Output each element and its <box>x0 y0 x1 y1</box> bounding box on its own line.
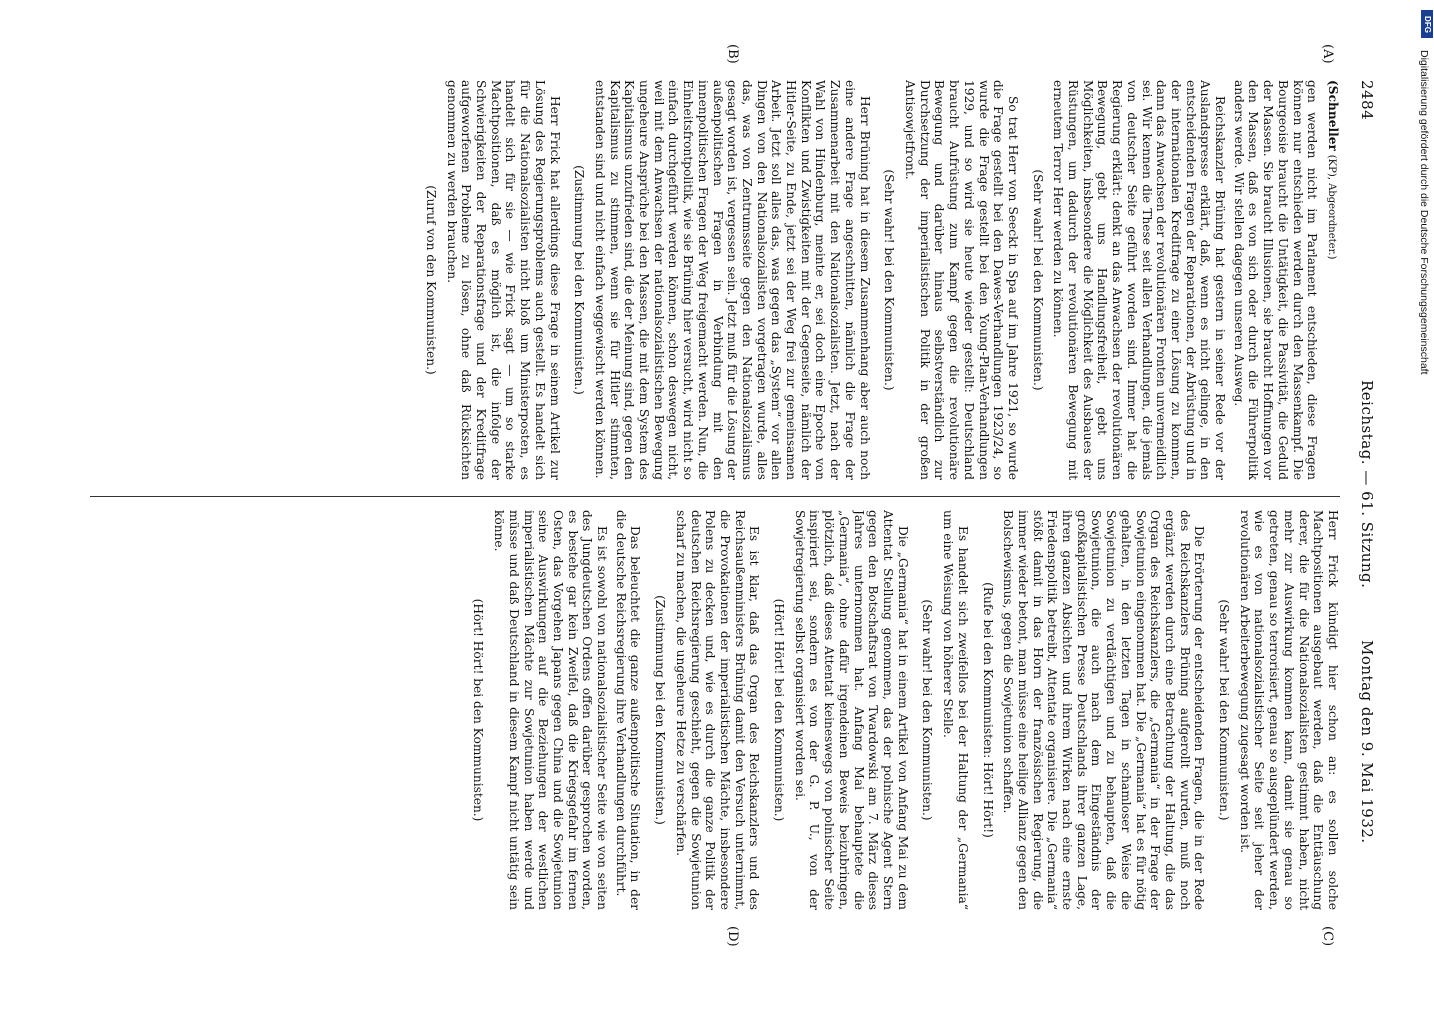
column-divider <box>90 496 1340 497</box>
interjection: (Rufe bei den Kommunisten: Hört! Hört!) <box>980 582 995 838</box>
page-number: 2484 <box>1358 80 1376 121</box>
paragraph: Herr Brüning hat in diesem Zusammenhang aber auch noch eine andere Frage angeschnitten, nämlich die Frage der Zusammenarbeit mit den Nationalsozialisten. Jetzt, nach der Wahl von Hindenburg, meinte er, sei doch eine Epoche von Konflikten und Zwistigkeiten mit der Gegenseite, nämlich der Hitler-Seite, zu Ende, jetzt sei der Weg frei zur gemeinsamen Arbeit. Jetzt soll alles das, was gegen das „System“ vor allen Dingen von den Nationalsozialisten vorgetragen wurde, alles das, was von Zentrumsseite gegen den Nationalsozialismus gesagt worden ist, vergessen sein. Jetzt muß für die Lösung der außenpolitischen Fragen in Verbindung mit den innenpolitischen Fragen der Weg freigemacht werden. Nun, die Einheitsfrontpolitik, wie sie Brüning hier versucht, wird nicht so einfach durchgeführt werden können, schon deswegen nicht, weil mit dem Anwachsen der nationalsozialistischen Bewegung ungeheure Ansprüche bei den Massen, die mit dem System des Kapitalismus unzufrieden sind, die der Meinung sind, gegen den Kapitalismus zu stimmen, wenn sie für Hitler stimmten, entstanden sind und nicht einfach weggewischt werden können. <box>592 80 872 480</box>
paragraph: Herr Frick hat allerdings diese Frage in seinem Artikel zur Lösung des Regierungsproblems auch gestellt. Es handelt sich für die Nationalsozialisten nicht bloß um Ministerposten, es handelt sich für sie — wie Frick sagt — um so starke Machtpositionen, daß es möglich ist, die infolge der Schwierigkeiten der Reparationsfrage und der Kreditfrage aufgeworfenen Probleme zu lösen, ohne daß Rücksichten genommen zu werden brauchen. <box>444 80 562 480</box>
session-title: Reichstag. — 61. Sitzung. <box>1358 380 1376 589</box>
page-header <box>1350 80 1380 920</box>
session-date: Montag den 9. Mai 1932. <box>1358 640 1376 844</box>
paragraph: Herr Frick kündigt hier schon an: es sollen solche Machtpositionen ausgebaut werden, daß die Enttäuschung derer, die für die Nationalsozialisten gestimmt haben, nicht mehr zur Auswirkung kommen kann, damit sie genau so getreten, genau so terrorisiert, genau so ausgeplündert werden, wie es von nationalsozialistischer Seite seit jeher der revolutionären Arbeiterbewegung zugesagt worden ist. <box>1237 510 1340 910</box>
right-column <box>90 510 1340 910</box>
interjection: (Sehr wahr! bei den Kommunisten.) <box>1217 599 1232 821</box>
interjection: (Zuruf von den Kommunisten.) <box>423 185 438 375</box>
speaker-name: (Schneller <box>1326 80 1340 151</box>
interjection: (Zustimmung bei den Kommunisten.) <box>653 595 668 825</box>
paragraph: So trat Herr von Seeckt in Spa auf im Jahre 1921, so wurde die Frage gestellt bei den Dawes-Verhandlungen 1923/24, so wurde die Frage gestellt bei den Young-Plan-Verhandlungen 1929, und so wird sie heute wieder gestellt: Deutschland braucht Aufrüstung zum Kampf gegen die revolutionäre Bewegung und darüber hinaus selbstverständlich zur Durchsetzung der imperialistischen Politik in der großen Antisowjetfront. <box>903 80 1020 480</box>
interjection: (Hört! Hört! bei den Kommunisten.) <box>772 598 787 822</box>
interjection: (Sehr wahr! bei den Kommunisten.) <box>920 599 935 821</box>
speaker-party: (KP), Abgeordneter.) <box>1326 154 1337 260</box>
rotated-page <box>40 44 1380 947</box>
margin-mark-c: (C) <box>1320 926 1335 947</box>
paragraph: Das beleuchtet die ganze außenpolitische Situation, in der die deutsche Reichsregierung ihre Verhandlungen durchführt. <box>613 510 643 910</box>
interjection: (Sehr wahr! bei den Kommunisten.) <box>882 169 897 391</box>
interjection: (Zustimmung bei den Kommunisten.) <box>572 165 587 395</box>
paragraph: Es ist sowohl von nationalsozialistischer Seite wie von seiten des Jungdeutschen Ordens offen darüber gesprochen worden, es bestehe gar kein Zweifel, daß die Kriegsgefahr im fernen Osten, das Vorgehen Japans gegen China und die Sowjetunion seine Auswirkungen auf die Beziehungen der westlichen imperialistischen Mächte zur Sowjetunion haben werde und müsse und daß Deutschland in diesem Kampf nicht untätig sein könne. <box>492 510 610 910</box>
paragraph: Reichskanzler Brüning hat gestern in seiner Rede vor der Auslandspresse erklärt, daß, wenn es nicht gelinge, in den entscheidenden Fragen der Reparationen, der Abrüstung und in der internationalen Kreditfrage zu einer Lösung zu kommen, dann das Anwachsen der revolutionären Fronten unvermeidlich sei. Wir kennen die These seit allen Verhandlungen, die jemals von deutscher Seite geführt worden sind. Immer hat die Regierung erklärt: denkt an das Anwachsen der revolutionären Bewegung, gebt uns Handlungsfreiheit, gebt uns Möglichkeiten, insbesondere die Möglichkeit des Ausbaues der Rüstungen, um dadurch der revolutionären Bewegung mit erneutem Terror Herr werden zu können. <box>1051 80 1228 480</box>
interjection: (Sehr wahr! bei den Kommunisten.) <box>1030 169 1045 391</box>
margin-mark-a: (A) <box>1320 44 1335 64</box>
speaker-line <box>1323 80 1340 480</box>
credit-text: Digitalisierung gefördert durch die Deutsche Forschungsgemeinschaft <box>1418 50 1430 375</box>
paragraph: gen werden nicht im Parlament entschieden, diese Fragen können nur entschieden werden durch den Massenkampf. Die Bourgeoisie braucht die Untätigkeit, die Passivität, die Geduld der Massen. Sie braucht Illusionen, sie braucht Hoffnungen vor den Massen, daß es von sich oder durch die Führerpolitik anders werde. Wir stellen dagegen unseren Ausweg. <box>1231 80 1320 480</box>
interjection: (Hört! Hört! bei den Kommunisten.) <box>471 598 486 822</box>
margin-mark-d: (D) <box>725 926 740 947</box>
paragraph: Die „Germania“ hat in einem Artikel von Anfang Mai zu dem Attentat Stellung genommen, das der polnische Agent Stern gegen den Botschaftsrat von Twardowski am 7. März dieses Jahres unternommen hat. Anfang Mai behauptete die „Germania“, ohne dafür irgendeinen Beweis beizubringen, plötzlich, daß dieses Attentat keineswegs von polnischer Seite inspiriert sei, sondern es von der G. P. U., von der Sowjetregierung selbst organisiert worden sei. <box>792 510 910 910</box>
left-column <box>90 80 1340 480</box>
digitization-credit <box>1416 10 1432 990</box>
paragraph: Es handelt sich zweifellos bei der Haltung der „Germania“ um eine Weisung von höherer Stelle. <box>941 510 970 910</box>
dfg-logo-text: DFG <box>1422 15 1432 33</box>
paragraph: Die Erörterung der entscheidenden Fragen, die in der Rede des Reichskanzlers Brüning aufgerollt wurden, muß noch ergänzt werden durch eine Betrachtung der Haltung, die das Organ des Reichskanzlers, die „Germania“ in der Frage der Sowjetunion eingenommen hat. Die „Germania“ hat es für nötig gehalten, in den letzten Tagen in schamloser Weise die Sowjetunion zu verdächtigen und zu behaupten, daß die Sowjetunion, die auch nach dem Eingeständnis der großkapitalistischen Presse Deutschlands ihrer ganzen Lage, ihren ganzen Absichten und ihrem Wirken nach eine ernste Friedenspolitik betreibt, Attentate organisiere. Die „Germania“ stößt damit in das Horn der französischen Regierung, die immer wieder betont, man müsse eine heilige Allianz gegen den Bolschewismus, gegen die Sowjetunion schaffen. <box>1001 510 1207 910</box>
paragraph: Es ist klar, daß das Organ des Reichskanzlers und des Reichsaußenministers Brüning damit den Versuch unternimmt, die Provokationen der imperialistischen Mächte, insbesondere Polens zu decken und, wie es durch die ganze Politik der deutschen Reichsregierung geschieht, gegen die Sowjetunion scharf zu machen, die ungeheure Hetze zu verschärfen. <box>673 510 762 910</box>
margin-mark-b: (B) <box>725 44 740 64</box>
